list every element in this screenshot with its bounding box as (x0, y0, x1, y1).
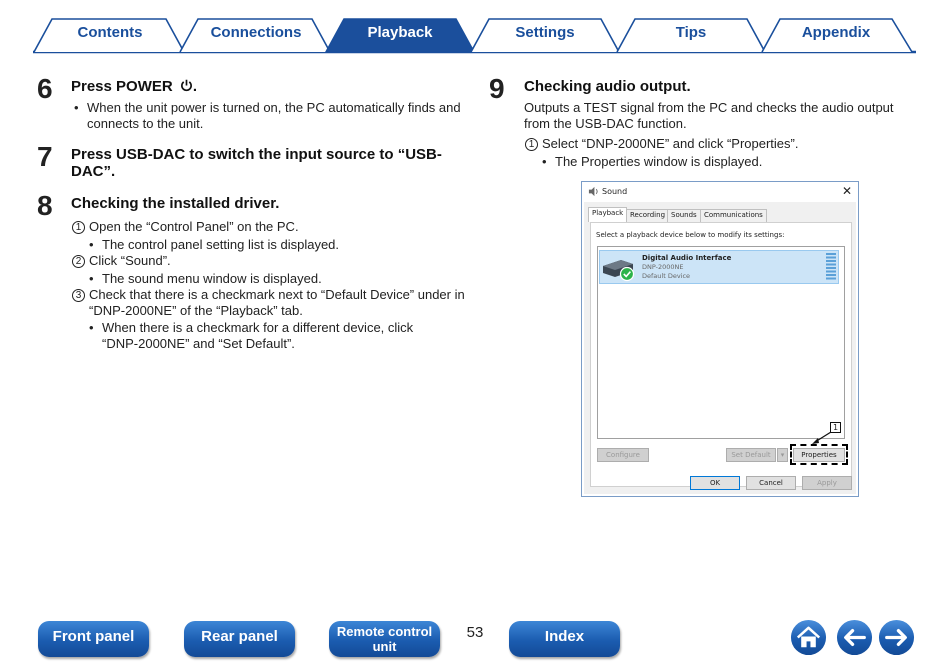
step-6-number: 6 (37, 73, 53, 104)
configure-button[interactable]: Configure (597, 448, 649, 462)
dialog-title: Sound (602, 187, 628, 196)
step-9-sub1-text: Select “DNP-2000NE” and click “Properties”. (542, 136, 799, 151)
tab-appendix[interactable] (766, 18, 906, 52)
step-8-sub3-bullet-line1: • When there is a checkmark for a different device, click (102, 320, 413, 336)
home-icon[interactable] (790, 619, 827, 656)
step-8-sub3-line1: Check that there is a checkmark next to “Default Device” under in (89, 287, 465, 302)
step-6-title-text: Press POWER (71, 78, 173, 95)
step-8-sub2-text: Click “Sound”. (89, 253, 171, 268)
top-tab-bar (0, 0, 950, 58)
step-6-title: Press POWER . (71, 78, 198, 95)
tab-tips-label: Tips (675, 24, 707, 41)
page-number: 53 (466, 624, 484, 641)
index-button[interactable] (509, 621, 620, 657)
step-9-title: Checking audio output. (524, 78, 691, 95)
arrow-left-icon[interactable] (836, 619, 873, 656)
dialog-tab-communications[interactable]: Communications (700, 209, 767, 222)
callout-marker-1: 1 (830, 422, 841, 433)
tab-settings[interactable] (475, 18, 615, 52)
step-8-sub3-line2: “DNP-2000NE” of the “Playback” tab. (89, 303, 303, 318)
tab-contents-label: Contents (77, 24, 143, 41)
step-9-marker-1: 1 (525, 138, 538, 151)
front-panel-label: Front panel (52, 628, 135, 645)
step-6-bullet-line1: • When the unit power is turned on, the PC automatically finds and (87, 100, 461, 116)
set-default-button[interactable]: Set Default (726, 448, 776, 462)
remote-control-label-line2: unit (372, 639, 397, 654)
step-9-number: 9 (489, 73, 505, 104)
step-8-title: Checking the installed driver. (71, 195, 280, 212)
step-8-number: 8 (37, 190, 53, 221)
device-model: DNP-2000NE (642, 263, 684, 271)
step-8-sub2-bullet: • The sound menu window is displayed. (102, 271, 322, 287)
step-9-sub1-bullet: • The Properties window is displayed. (555, 154, 762, 170)
tab-playback[interactable] (330, 18, 470, 52)
audio-device-icon (601, 256, 635, 282)
power-icon (180, 79, 193, 92)
tab-tips[interactable] (621, 18, 761, 52)
tab-settings-label: Settings (515, 24, 575, 41)
step-7-number: 7 (37, 141, 53, 172)
ok-button[interactable]: OK (690, 476, 740, 490)
step-8-marker-3: 3 (72, 289, 85, 302)
step-9-desc-line2: from the USB-DAC function. (524, 116, 687, 131)
dialog-tab-sounds[interactable]: Sounds (667, 209, 701, 222)
dialog-hint: Select a playback device below to modify its settings: (596, 231, 785, 239)
tab-contents[interactable] (40, 18, 180, 52)
step-9-desc-line1: Outputs a TEST signal from the PC and checks the audio output (524, 100, 894, 115)
dialog-close-icon[interactable]: ✕ (841, 184, 852, 198)
rear-panel-label: Rear panel (201, 628, 278, 645)
properties-highlight (790, 444, 848, 465)
dialog-tab-recording[interactable]: Recording (626, 209, 669, 222)
step-8-sub1-text: Open the “Control Panel” on the PC. (89, 219, 299, 234)
step-7-title-line2: DAC”. (71, 163, 116, 180)
front-panel-button[interactable] (38, 621, 149, 657)
device-status: Default Device (642, 272, 691, 280)
sound-dialog-screenshot (581, 181, 859, 497)
tab-playback-label: Playback (367, 24, 433, 41)
step-8-marker-2: 2 (72, 255, 85, 268)
arrow-right-icon[interactable] (878, 619, 915, 656)
step-8-sub1-bullet: • The control panel setting list is displayed. (102, 237, 339, 253)
rear-panel-button[interactable] (184, 621, 295, 657)
dialog-tab-playback[interactable]: Playback (588, 207, 627, 222)
step-8-marker-1: 1 (72, 221, 85, 234)
apply-button[interactable]: Apply (802, 476, 852, 490)
properties-button[interactable]: Properties (793, 448, 845, 462)
remote-control-label-line1: Remote control (336, 624, 433, 639)
level-meter-icon (826, 253, 836, 281)
step-7-title-line1: Press USB-DAC to switch the input source to “USB- (71, 146, 442, 163)
tab-connections-label: Connections (210, 24, 302, 41)
set-default-dropdown-icon[interactable]: ▾ (777, 448, 788, 462)
tab-connections[interactable] (186, 18, 326, 52)
step-8-sub3-bullet-line2: “DNP-2000NE” and “Set Default”. (102, 336, 295, 351)
remote-control-unit-button[interactable] (329, 621, 440, 657)
step-6-bullet-line2: connects to the unit. (87, 116, 204, 131)
cancel-button[interactable]: Cancel (746, 476, 796, 490)
index-label: Index (544, 628, 585, 645)
device-name: Digital Audio Interface (642, 254, 732, 262)
speaker-icon (588, 186, 599, 197)
tab-appendix-label: Appendix (801, 24, 871, 41)
